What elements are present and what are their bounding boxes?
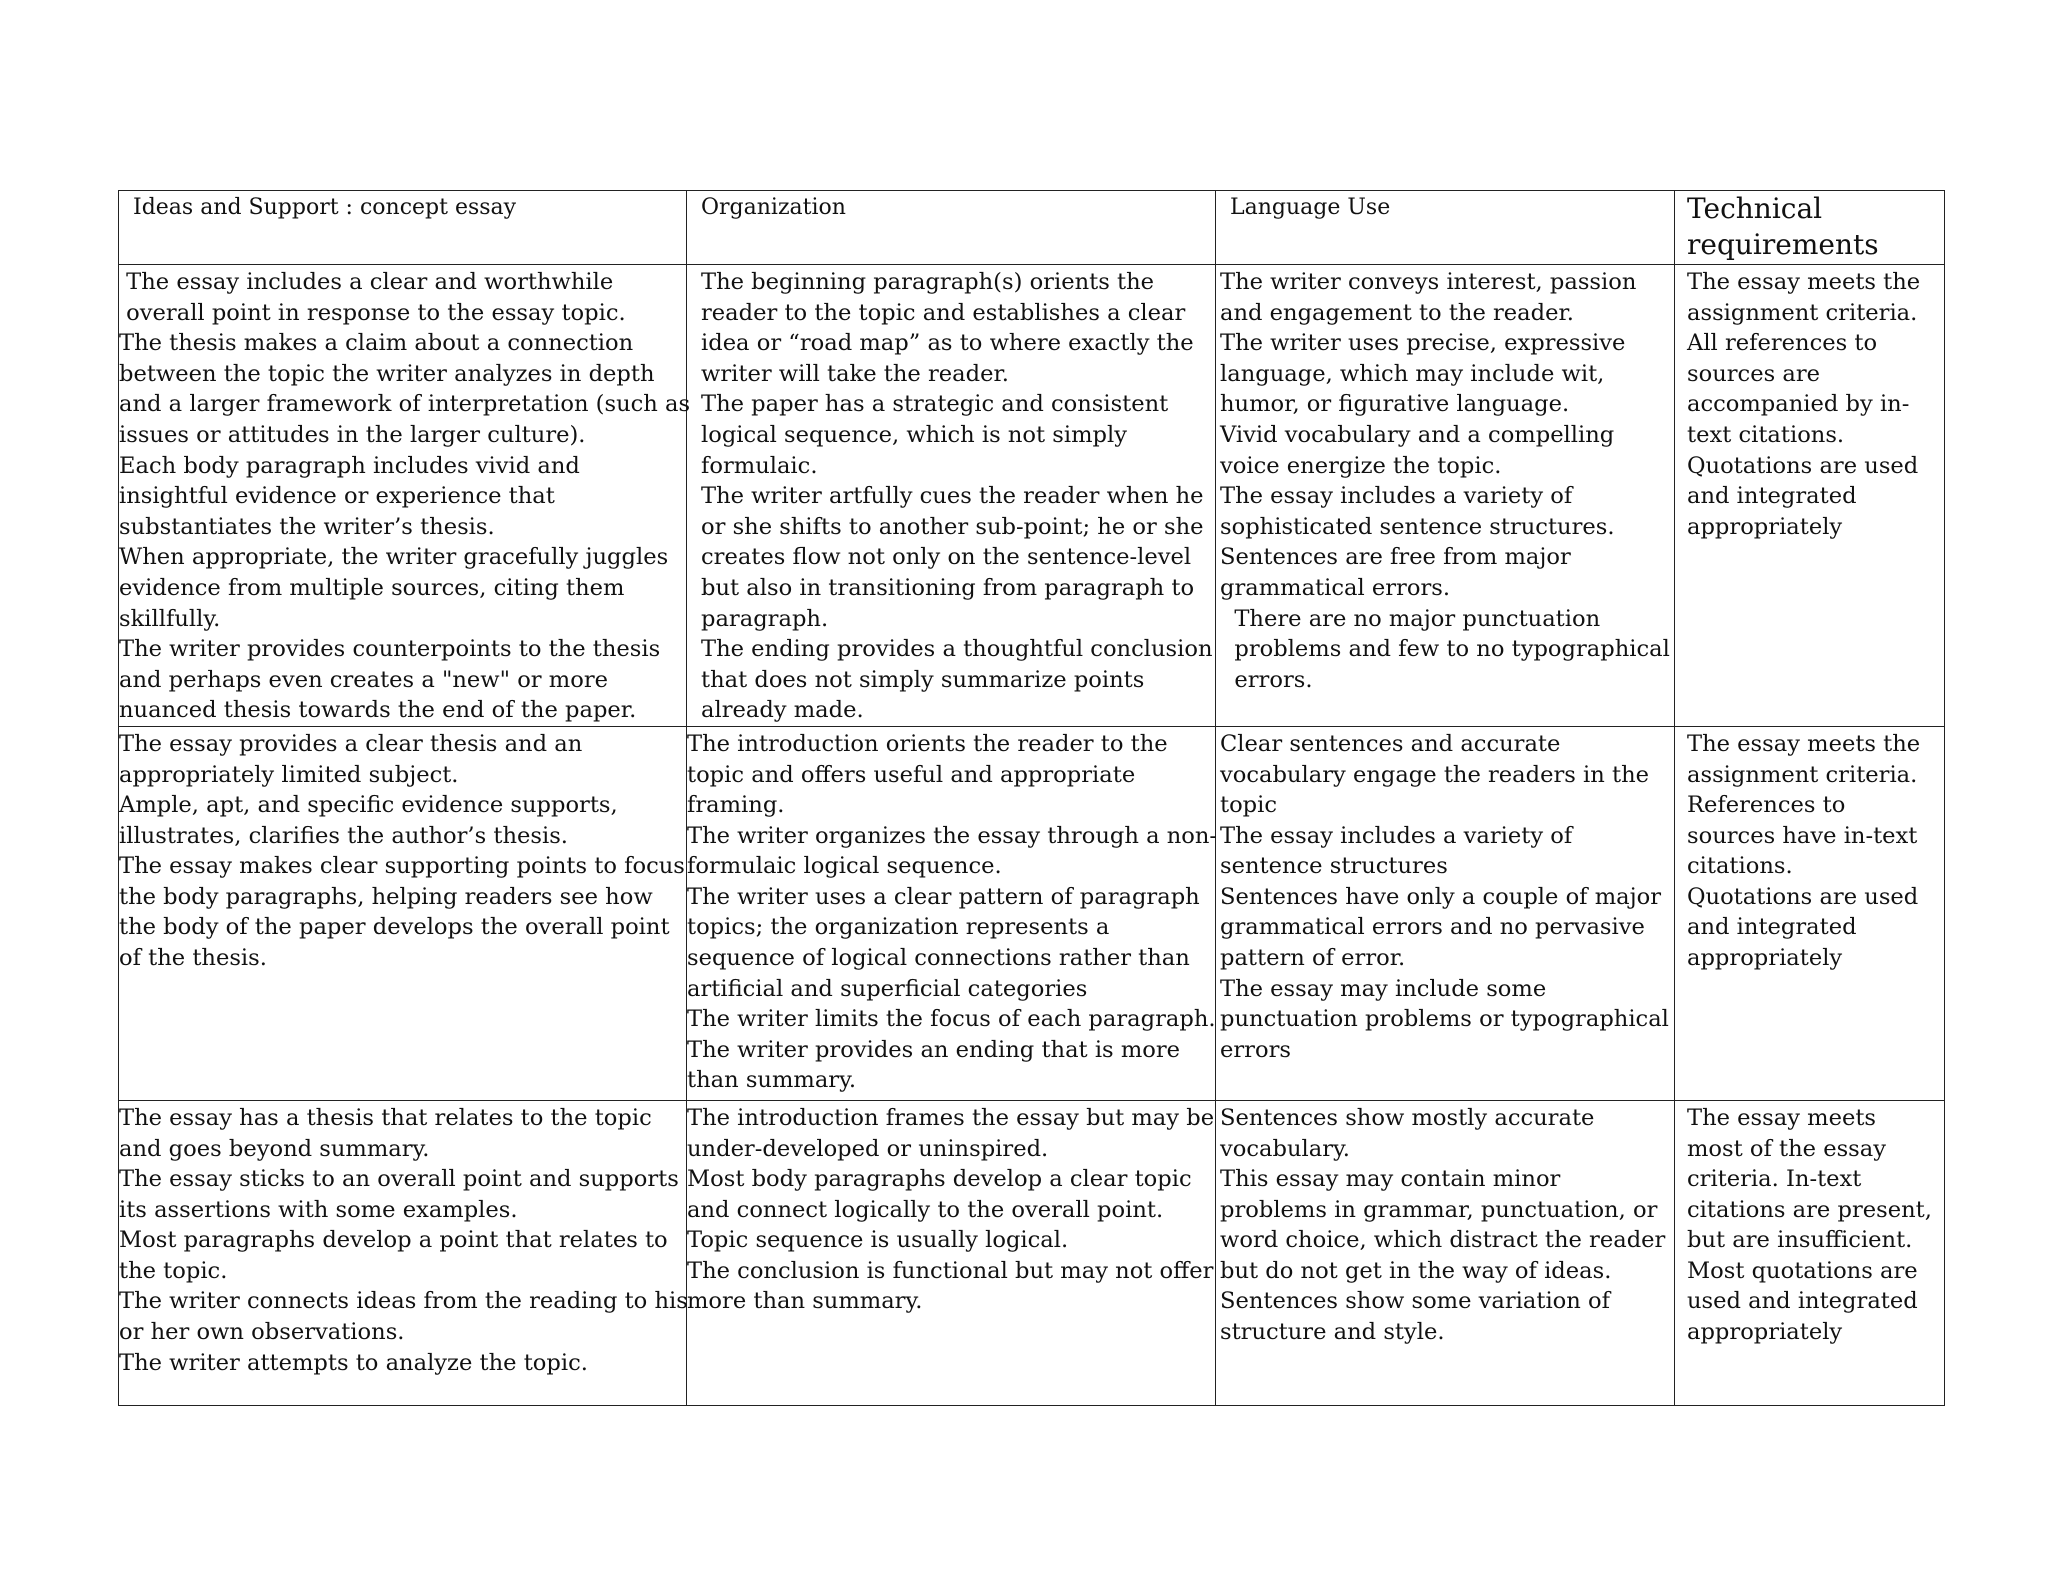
cell-line: under-developed or uninspired. xyxy=(687,1135,1049,1162)
cell-line: When appropriate, the writer gracefully juggles xyxy=(119,544,669,571)
cell-line: and perhaps even creates a "new" or more xyxy=(119,666,608,693)
cell-line: that does not simply summarize points xyxy=(701,666,1145,693)
cell-line: Sentences show mostly accurate xyxy=(1220,1104,1595,1131)
cell-line: vocabulary. xyxy=(1220,1135,1350,1162)
rubric-row-1 xyxy=(119,265,1945,727)
cell-line: structure and style. xyxy=(1220,1319,1445,1346)
cell-line: or her own observations. xyxy=(119,1319,405,1346)
cell-line: vocabulary engage the readers in the xyxy=(1220,761,1650,788)
cell-line: The introduction orients the reader to the xyxy=(687,730,1168,757)
row-3-language-cell xyxy=(1216,1100,1675,1405)
rubric-row-2 xyxy=(119,726,1945,1100)
row-2-language-cell xyxy=(1216,726,1675,1100)
row-1-language xyxy=(1216,265,1674,695)
cell-line: The writer uses a clear pattern of paragraph xyxy=(687,883,1200,910)
header-technical-cell xyxy=(1675,191,1945,265)
cell-line: problems in grammar, punctuation, or xyxy=(1220,1196,1658,1223)
cell-line: All references to xyxy=(1687,330,1878,357)
cell-line: Vivid vocabulary and a compelling xyxy=(1220,421,1615,448)
cell-line: the topic. xyxy=(119,1257,228,1284)
cell-line: Quotations are used xyxy=(1687,883,1919,910)
cell-line: The essay meets the xyxy=(1687,730,1921,757)
row-2-organization-cell xyxy=(687,726,1216,1100)
cell-line: accompanied by in- xyxy=(1687,391,1910,418)
header-organization: Organization xyxy=(701,195,846,220)
cell-line: paragraph. xyxy=(701,605,829,632)
cell-line: substantiates the writer’s thesis. xyxy=(119,513,495,540)
header-row xyxy=(119,191,1945,265)
cell-line: citations are present, xyxy=(1687,1196,1932,1223)
cell-line: criteria. In-text xyxy=(1687,1166,1862,1193)
cell-line: topic xyxy=(1220,792,1278,819)
cell-line: assignment criteria. xyxy=(1687,299,1918,326)
cell-line: Topic sequence is usually logical. xyxy=(687,1227,1069,1254)
cell-line: References to xyxy=(1687,792,1846,819)
cell-line: sophisticated sentence structures. xyxy=(1220,513,1615,540)
cell-line: and goes beyond summary. xyxy=(119,1135,430,1162)
cell-line: The writer provides counterpoints to the thesis xyxy=(119,636,661,663)
cell-line: its assertions with some examples. xyxy=(119,1196,518,1223)
cell-line: The writer artfully cues the reader when he xyxy=(701,483,1204,510)
row-1-language-cell xyxy=(1216,265,1675,727)
cell-line: voice energize the topic. xyxy=(1220,452,1502,479)
cell-line: problems and few to no typographical xyxy=(1220,636,1670,663)
cell-line: grammatical errors and no pervasive xyxy=(1220,914,1645,941)
cell-line: The essay makes clear supporting points to focus xyxy=(119,853,685,880)
cell-line: text citations. xyxy=(1687,421,1845,448)
cell-line: artificial and superficial categories xyxy=(687,975,1088,1002)
cell-line: Most body paragraphs develop a clear topic xyxy=(687,1166,1192,1193)
cell-line: The essay meets the xyxy=(1687,269,1921,295)
header-technical-line2: requirements xyxy=(1687,228,1879,261)
cell-line: humor, or figurative language. xyxy=(1220,391,1570,418)
row-1-ideas-cell xyxy=(119,265,691,727)
cell-line: evidence from multiple sources, citing them xyxy=(119,574,625,601)
cell-line: skillfully. xyxy=(119,605,221,632)
cell-line: The paper has a strategic and consistent xyxy=(701,391,1169,418)
cell-line: citations. xyxy=(1687,853,1793,880)
cell-line: The writer uses precise, expressive xyxy=(1220,330,1626,357)
cell-line: writer will take the reader. xyxy=(701,360,1009,387)
cell-line: already made. xyxy=(701,697,864,724)
cell-line: and integrated xyxy=(1687,914,1857,941)
cell-line: Sentences have only a couple of major xyxy=(1220,883,1662,910)
cell-line: This essay may contain minor xyxy=(1220,1166,1561,1193)
cell-line: reader to the topic and establishes a clear xyxy=(701,299,1186,326)
rubric-row-3 xyxy=(119,1100,1945,1405)
cell-line: assignment criteria. xyxy=(1687,761,1918,788)
row-3-technical-cell xyxy=(1675,1100,1945,1405)
cell-line: language, which may include wit, xyxy=(1220,360,1605,387)
cell-line: formulaic logical sequence. xyxy=(687,853,1002,880)
cell-line: appropriately xyxy=(1687,945,1843,972)
cell-line: and integrated xyxy=(1687,483,1857,510)
cell-line: The writer connects ideas from the reading to his xyxy=(119,1288,688,1315)
cell-line: The essay has a thesis that relates to the topic xyxy=(119,1104,652,1131)
cell-line: idea or “road map” as to where exactly the xyxy=(701,330,1194,357)
cell-line: and engagement to the reader. xyxy=(1220,299,1574,326)
cell-line: used and integrated xyxy=(1687,1288,1918,1315)
cell-line: logical sequence, which is not simply xyxy=(701,421,1127,448)
cell-line: Most quotations are xyxy=(1687,1257,1918,1284)
cell-line: punctuation problems or typographical xyxy=(1220,1006,1669,1033)
cell-line: the body of the paper develops the overall point xyxy=(119,914,670,941)
cell-line: or she shifts to another sub-point; he or she xyxy=(701,513,1204,540)
cell-line: The conclusion is functional but may not offer xyxy=(687,1257,1214,1284)
cell-line: Sentences show some variation of xyxy=(1220,1288,1610,1315)
cell-line: nuanced thesis towards the end of the paper. xyxy=(119,697,637,724)
row-2-technical-cell xyxy=(1675,726,1945,1100)
cell-line: appropriately xyxy=(1687,513,1843,540)
cell-line: overall point in response to the essay topic. xyxy=(119,299,626,326)
cell-line: framing. xyxy=(687,792,785,819)
row-3-ideas xyxy=(119,1101,686,1378)
row-2-ideas xyxy=(119,727,686,974)
cell-line: errors. xyxy=(1220,666,1313,693)
row-1-ideas xyxy=(119,265,691,726)
cell-line: Sentences are free from major xyxy=(1220,544,1571,571)
cell-line: The essay may include some xyxy=(1220,975,1547,1002)
cell-line: of the thesis. xyxy=(119,945,267,972)
cell-line: The thesis makes a claim about a connection xyxy=(119,330,634,357)
cell-line: Quotations are used xyxy=(1687,452,1919,479)
row-2-language xyxy=(1216,727,1674,1066)
cell-line: between the topic the writer analyzes in depth xyxy=(119,360,655,387)
cell-line: and connect logically to the overall point. xyxy=(687,1196,1164,1223)
cell-line: The introduction frames the essay but may be xyxy=(687,1104,1215,1131)
cell-line: The writer limits the focus of each paragraph. xyxy=(687,1006,1216,1033)
row-2-ideas-cell xyxy=(119,726,687,1100)
cell-line: Each body paragraph includes vivid and xyxy=(119,452,580,479)
row-3-organization-cell xyxy=(687,1100,1216,1405)
cell-line: There are no major punctuation xyxy=(1220,605,1601,632)
cell-line: insightful evidence or experience that xyxy=(119,483,555,510)
cell-line: sentence structures xyxy=(1220,853,1448,880)
cell-line: appropriately limited subject. xyxy=(119,761,459,788)
cell-line: Ample, apt, and specific evidence supports, xyxy=(119,792,618,819)
cell-line: The writer provides an ending that is more xyxy=(687,1036,1181,1063)
cell-line: sources are xyxy=(1687,360,1820,387)
row-2-technical xyxy=(1675,727,1944,974)
cell-line: sources have in-text xyxy=(1687,822,1918,849)
header-language: Language Use xyxy=(1230,195,1391,220)
header-ideas-cell xyxy=(119,191,687,265)
cell-line: topic and offers useful and appropriate xyxy=(687,761,1136,788)
cell-line: topics; the organization represents a xyxy=(687,914,1110,941)
cell-line: more than summary. xyxy=(687,1288,923,1315)
row-1-technical-cell xyxy=(1675,265,1945,727)
row-3-organization xyxy=(687,1101,1215,1317)
header-organization-cell xyxy=(687,191,1216,265)
cell-line: The writer attempts to analyze the topic. xyxy=(119,1349,588,1376)
cell-line: The ending provides a thoughtful conclusion xyxy=(701,636,1213,663)
cell-line: sequence of logical connections rather than xyxy=(687,945,1190,972)
cell-line: The writer organizes the essay through a non- xyxy=(687,822,1218,849)
cell-line: issues or attitudes in the larger culture). xyxy=(119,421,586,448)
header-language-cell xyxy=(1216,191,1675,265)
cell-line: formulaic. xyxy=(701,452,818,479)
cell-line: grammatical errors. xyxy=(1220,574,1451,601)
row-2-organization xyxy=(687,727,1218,1096)
cell-line: pattern of error. xyxy=(1220,945,1406,972)
row-1-organization xyxy=(687,265,1215,726)
cell-line: most of the essay xyxy=(1687,1135,1887,1162)
row-1-technical xyxy=(1675,265,1944,542)
cell-line: The beginning paragraph(s) orients the xyxy=(701,269,1154,295)
cell-line: The essay includes a clear and worthwhile xyxy=(119,269,614,295)
cell-line: The essay includes a variety of xyxy=(1220,483,1573,510)
cell-line: but are insufficient. xyxy=(1687,1227,1913,1254)
cell-line: illustrates, clarifies the author’s thesis. xyxy=(119,822,568,849)
row-3-language xyxy=(1216,1101,1674,1348)
cell-line: The essay meets xyxy=(1687,1104,1876,1131)
cell-line: Most paragraphs develop a point that relates to xyxy=(119,1227,668,1254)
rubric-table xyxy=(118,190,1945,1406)
cell-line: but also in transitioning from paragraph to xyxy=(701,574,1195,601)
cell-line: the body paragraphs, helping readers see how xyxy=(119,883,653,910)
row-3-ideas-cell xyxy=(119,1100,687,1405)
cell-line: The essay provides a clear thesis and an xyxy=(119,730,583,757)
cell-line: but do not get in the way of ideas. xyxy=(1220,1257,1612,1284)
cell-line: Clear sentences and accurate xyxy=(1220,730,1561,757)
header-technical-line1: Technical xyxy=(1687,192,1823,225)
header-ideas: Ideas and Support : concept essay xyxy=(133,195,517,220)
cell-line: The essay includes a variety of xyxy=(1220,822,1573,849)
cell-line: creates flow not only on the sentence-level xyxy=(701,544,1192,571)
cell-line: word choice, which distract the reader xyxy=(1220,1227,1666,1254)
header-technical xyxy=(1675,191,1944,263)
cell-line: errors xyxy=(1220,1036,1291,1063)
cell-line: The writer conveys interest, passion xyxy=(1220,269,1637,295)
row-1-organization-cell xyxy=(687,265,1216,727)
cell-line: than summary. xyxy=(687,1067,857,1094)
cell-line: appropriately xyxy=(1687,1319,1843,1346)
row-3-technical xyxy=(1675,1101,1944,1348)
cell-line: The essay sticks to an overall point and supports xyxy=(119,1166,679,1193)
cell-line: and a larger framework of interpretation (such as xyxy=(119,391,691,418)
